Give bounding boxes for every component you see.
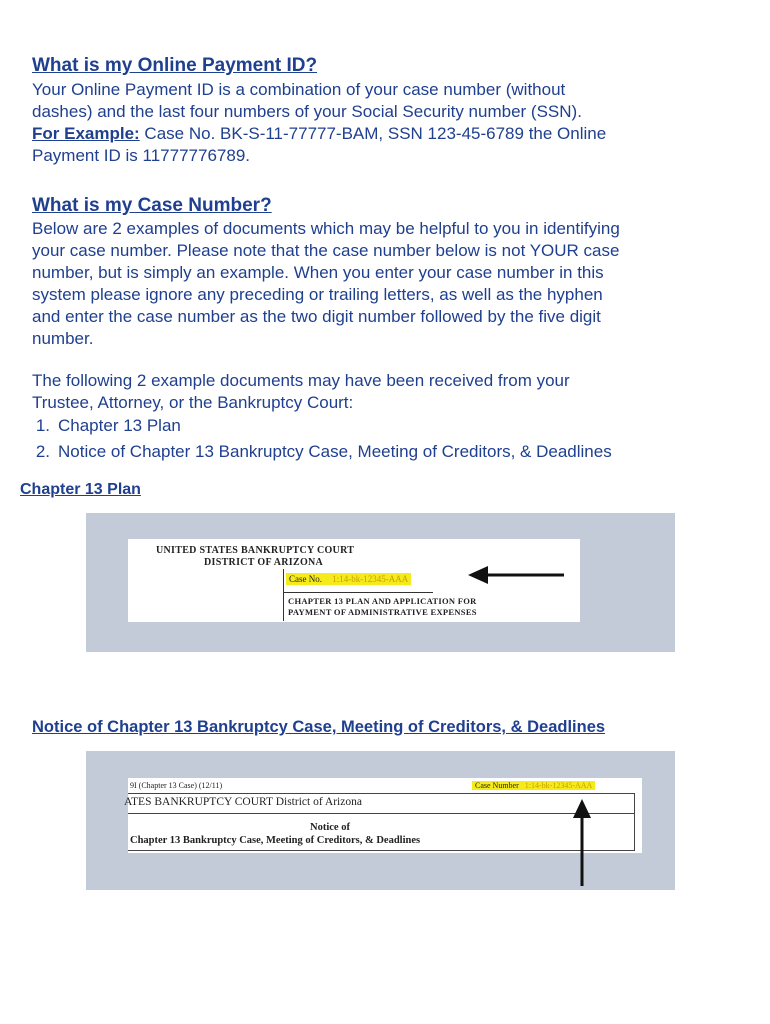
notice-panel	[86, 751, 675, 890]
case-value: 1:14-bk-12345-AAA	[524, 781, 593, 790]
notice-title-line: Chapter 13 Bankruptcy Case, Meeting of Creditors, & Deadlines	[130, 835, 421, 846]
notice-title-line: Notice of	[310, 822, 350, 833]
notice-label: Notice of Chapter 13 Bankruptcy Case, Meeting of Creditors, & Deadlines	[32, 718, 606, 736]
online-payment-id-heading: What is my Online Payment ID?	[32, 55, 318, 76]
court-line: ATES BANKRUPTCY COURT District of Arizona	[124, 796, 362, 808]
para-line: Payment ID is 11777776789.	[32, 146, 250, 165]
list-item	[26, 439, 612, 465]
example-text: Case No. BK-S-11-77777-BAM, SSN 123-45-6789 the Online	[139, 124, 607, 143]
para-line: Trustee, Attorney, or the Bankruptcy Court:	[32, 393, 354, 412]
para-line: your case number. Please note that the case number below is not YOUR case	[32, 241, 620, 260]
divider-line	[283, 569, 284, 621]
chapter-13-plan-panel	[86, 513, 675, 652]
para-line: and enter the case number as the two digit number followed by the five digit	[32, 307, 601, 326]
court-district-line: DISTRICT OF ARIZONA	[204, 557, 324, 568]
up-arrow-icon	[569, 798, 595, 888]
list-text: Notice of Chapter 13 Bankruptcy Case, Meeting of Creditors, & Deadlines	[58, 442, 612, 461]
left-arrow-icon	[466, 563, 566, 587]
case-number-paragraph	[32, 218, 752, 350]
list-item	[26, 413, 612, 439]
form-id: 9I (Chapter 13 Case) (12/11)	[130, 781, 223, 790]
para-line: number, but is simply an example. When you enter your case number in this	[32, 263, 604, 282]
list-text: Chapter 13 Plan	[58, 416, 181, 435]
divider-line	[283, 592, 433, 593]
list-number: 1.	[35, 416, 50, 435]
para-line: Your Online Payment ID is a combination of your case number (without	[32, 80, 566, 99]
case-number-highlight	[472, 781, 595, 790]
para-line: dashes) and the last four numbers of your Social Security number (SSN).	[32, 102, 582, 121]
divider-line	[128, 813, 634, 814]
case-value: 1:14-bk-12345-AAA	[332, 574, 409, 584]
chapter-13-plan-label: Chapter 13 Plan	[20, 481, 141, 498]
plan-title-line: PAYMENT OF ADMINISTRATIVE EXPENSES	[288, 607, 477, 617]
example-documents-paragraph	[32, 370, 752, 414]
plan-title-line: CHAPTER 13 PLAN AND APPLICATION FOR	[288, 596, 477, 606]
para-line: Below are 2 examples of documents which may be helpful to you in identifying	[32, 219, 620, 238]
para-line: The following 2 example documents may have been received from your	[32, 371, 570, 390]
example-label: For Example:	[32, 124, 140, 143]
para-line: number.	[32, 329, 94, 348]
list-number: 2.	[35, 442, 50, 461]
example-documents-list	[26, 413, 612, 465]
case-label: Case No.	[289, 574, 322, 584]
case-number-highlight	[286, 573, 411, 585]
court-name-line: UNITED STATES BANKRUPTCY COURT	[156, 545, 355, 556]
case-label: Case Number	[475, 781, 519, 790]
online-payment-id-paragraph	[32, 79, 752, 167]
para-line: system please ignore any preceding or trailing letters, as well as the hyphen	[32, 285, 603, 304]
case-number-heading: What is my Case Number?	[32, 195, 272, 216]
notice-document-image	[124, 778, 642, 853]
